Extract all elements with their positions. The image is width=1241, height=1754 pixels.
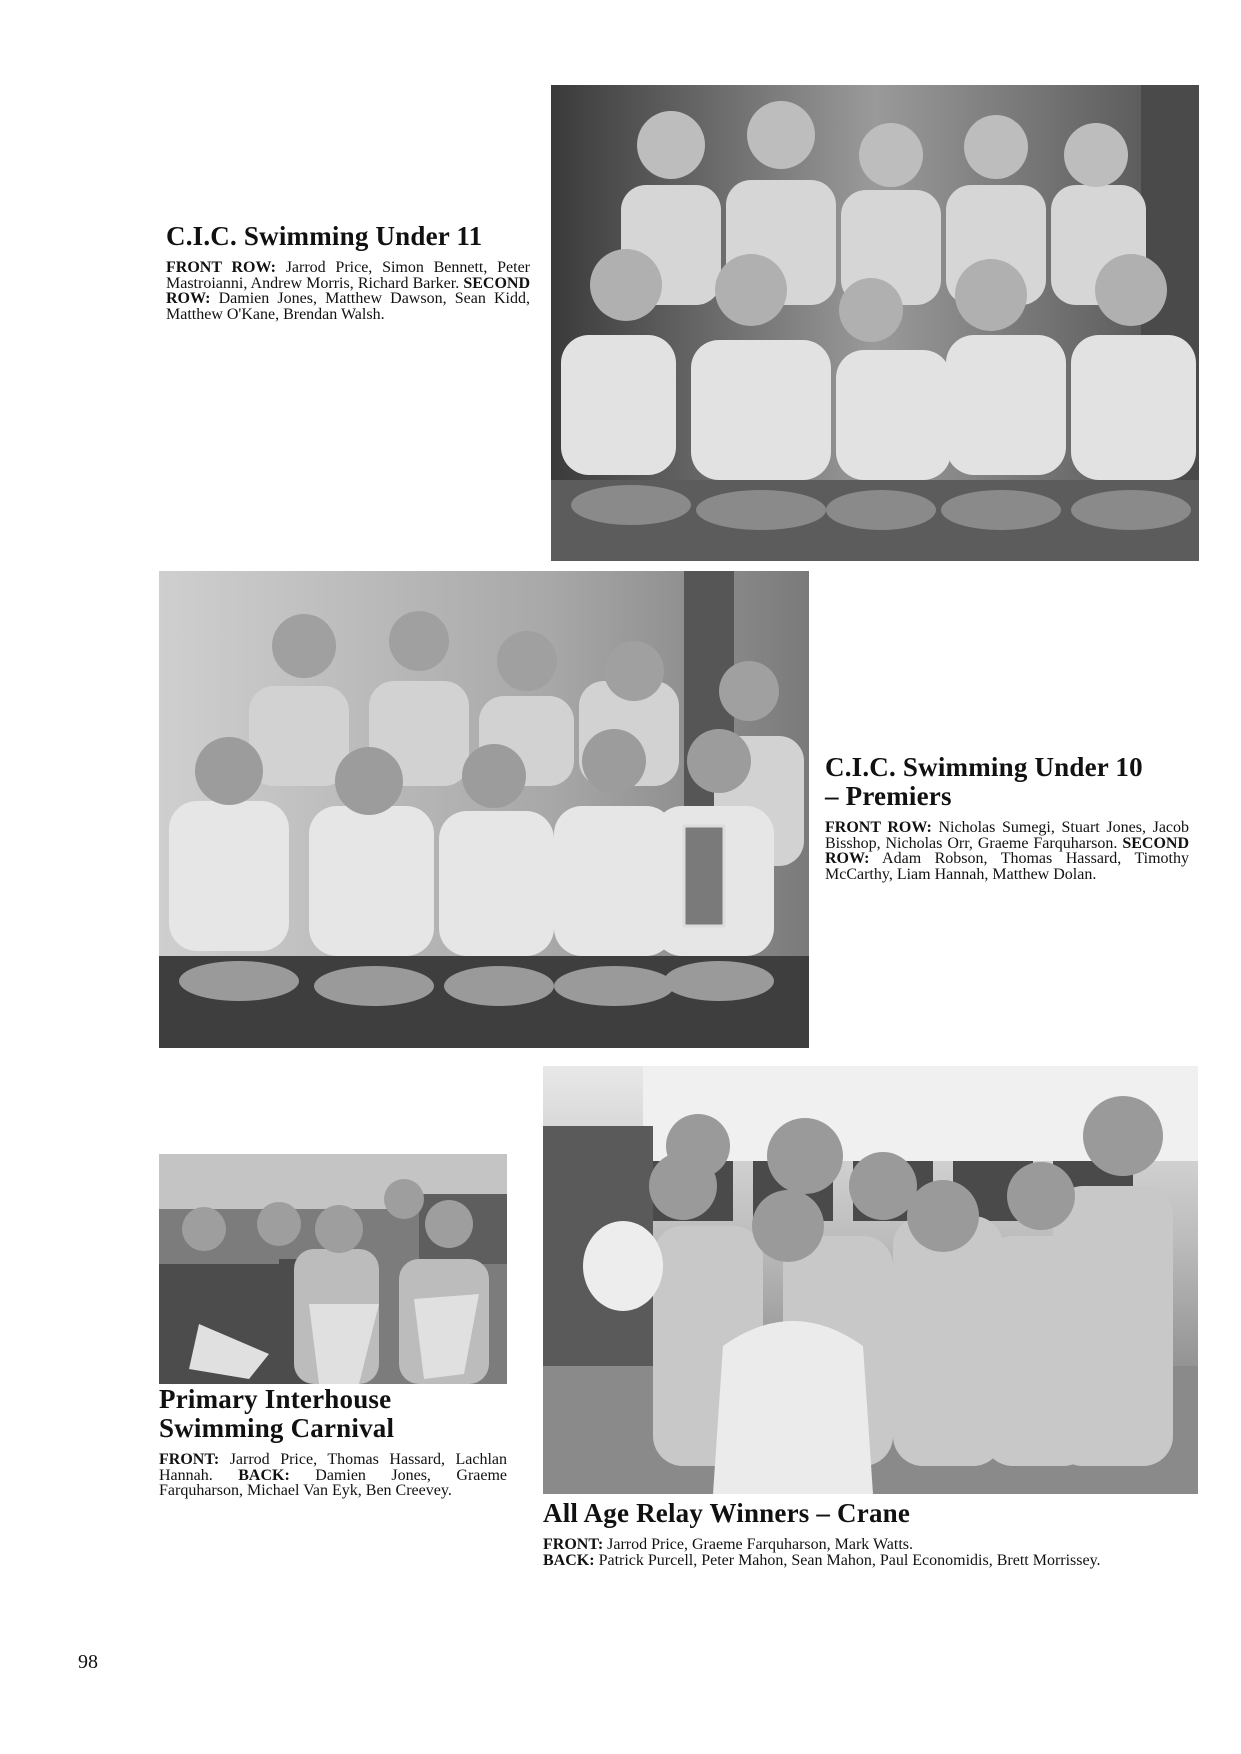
caption-names [166,260,530,322]
back-names: Patrick Purcell, Peter Mahon, Sean Mahon, Paul Economidis, Brett Morrissey. [598,1551,1101,1569]
caption-primary-interhouse [159,1385,507,1499]
photo-under-10-team [159,571,809,1048]
front-label: FRONT: [543,1536,604,1553]
front-row-label: FRONT ROW: [825,819,932,836]
caption-all-age-relay [543,1499,1198,1568]
caption-title [159,1385,507,1443]
back-label: BACK: [238,1466,290,1484]
caption-names [543,1537,1198,1568]
caption-under-10 [825,753,1189,882]
photo-all-age-relay [543,1066,1198,1494]
page-number: 98 [78,1651,98,1673]
front-names: Jarrod Price, Graeme Farquharson, Mark Watts. [607,1536,914,1553]
caption-names [159,1452,507,1499]
front-line [543,1537,1198,1553]
front-row-names: Nicholas Sumegi, Stuart Jones, Jacob Bisshop, Nicholas Orr, Graeme Farquharson. [825,819,1190,852]
back-line [543,1553,1198,1569]
caption-title-line-2: – Premiers [825,781,952,811]
front-row-names: Jarrod Price, Simon Bennett, Peter Mastroianni, Andrew Morris, Richard Barker. [166,259,531,292]
caption-title-line-2: Swimming Carnival [159,1413,395,1443]
caption-title-line-1: Primary Interhouse [159,1384,392,1414]
second-row-names: Damien Jones, Matthew Dawson, Sean Kidd, Matthew O'Kane, Brendan Walsh. [166,290,530,323]
photo-primary-interhouse [159,1154,507,1384]
second-row-label: SECOND ROW: [166,274,531,307]
caption-title-line-1: C.I.C. Swimming Under 10 [825,752,1143,782]
front-names: Jarrod Price, Thomas Hassard, Lachlan Hannah. [159,1451,508,1484]
caption-title [825,753,1189,811]
caption-title: C.I.C. Swimming Under 11 [166,221,483,251]
photo-under-11-team [551,85,1199,561]
second-row-label: SECOND ROW: [825,834,1189,867]
caption-under-11 [166,222,530,322]
second-row-names: Adam Robson, Thomas Hassard, Timothy McCarthy, Liam Hannah, Matthew Dolan. [825,850,1189,883]
back-label: BACK: [543,1551,595,1569]
caption-title: All Age Relay Winners – Crane [543,1498,911,1528]
back-names: Damien Jones, Graeme Farquharson, Michael Van Eyk, Ben Creevey. [159,1466,508,1499]
front-label: FRONT: [159,1451,220,1468]
caption-names [825,820,1189,882]
front-row-label: FRONT ROW: [166,259,276,276]
